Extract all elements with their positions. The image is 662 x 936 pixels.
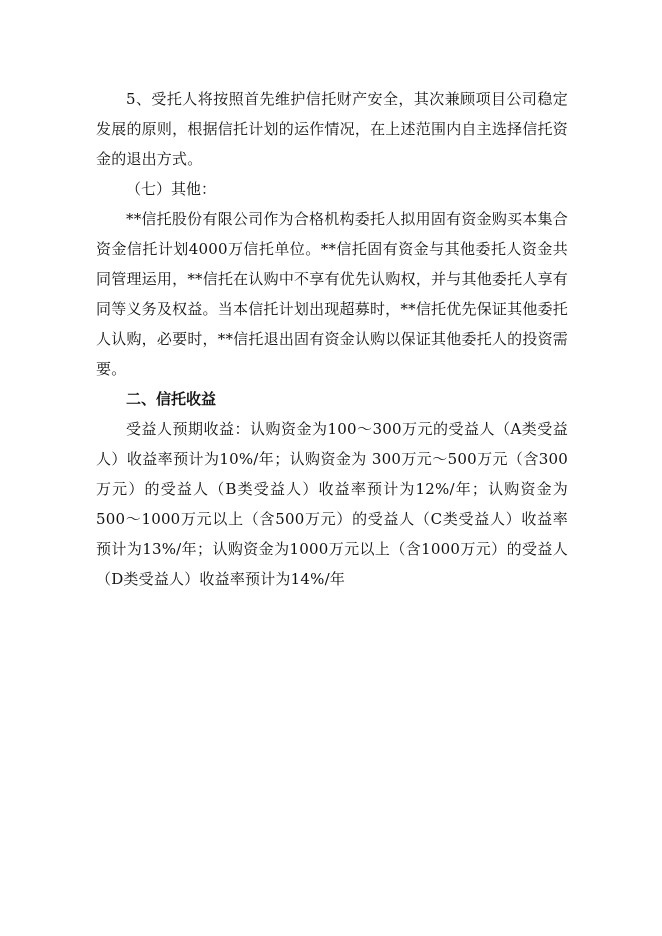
paragraph-expected-returns: 受益人预期收益：认购资金为100～300万元的受益人（A类受益人）收益率预计为10%/年；认购资金为 300万元～500万元（含300万元）的受益人（B类受益人）收益率预计为12%/年；认购资金为500～1000万元以上（含500万元）的受益人（C类受益人）收益率预计为13%/年；认购资金为1000万元以上（含1000万元）的受益人（D类受益人）收益率预计为14%/年 xyxy=(96,420,568,588)
document-body xyxy=(96,84,568,594)
paragraph-others: **信托股份有限公司作为合格机构委托人拟用固有资金购买本集合资金信托计划4000万信托单位。**信托固有资金与其他委托人资金共同管理运用，**信托在认购中不享有优先认购权，并与其他委托人享有同等义务及权益。当本信托计划出现超募时，**信托优先保证其他委托人认购，必要时，**信托退出固有资金认购以保证其他委托人的投资需要。 xyxy=(96,210,568,378)
section-heading-trust-returns: 二、信托收益 xyxy=(126,390,217,408)
subheading-others: （七）其他： xyxy=(126,180,217,198)
paragraph-exit-method: 5、受托人将按照首先维护信托财产安全，其次兼顾项目公司稳定发展的原则，根据信托计划的运作情况，在上述范围内自主选择信托资金的退出方式。 xyxy=(96,90,568,168)
